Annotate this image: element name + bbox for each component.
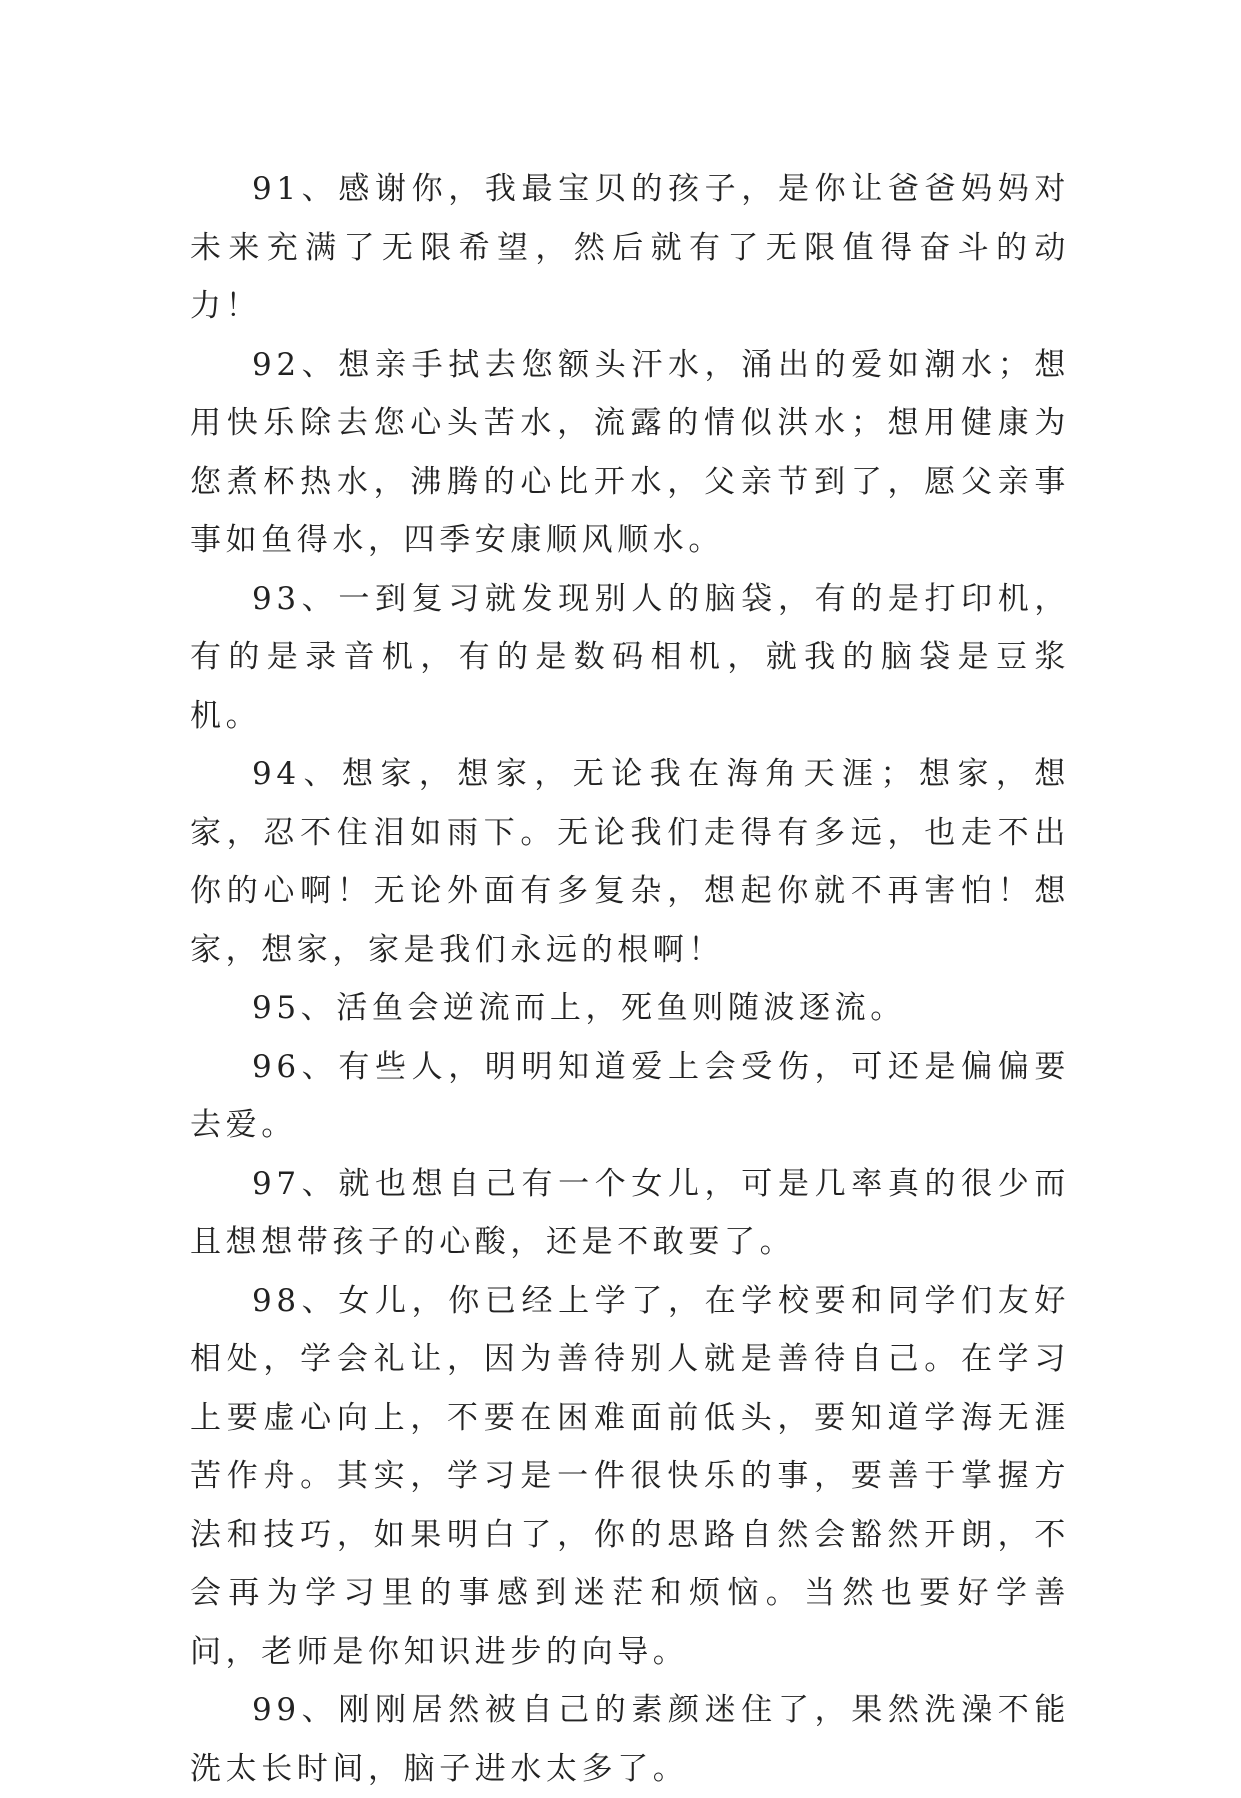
paragraph-93: 93、一到复习就发现别人的脑袋，有的是打印机，有的是录音机，有的是数码相机，就我的脑袋是豆浆机。: [190, 580, 1070, 734]
paragraph-95: 95、活鱼会逆流而上，死鱼则随波逐流。: [252, 990, 906, 1026]
document-page: [190, 160, 1070, 1798]
paragraph-99: 99、刚刚居然被自己的素颜迷住了，果然洗澡不能洗太长时间，脑子进水太多了。: [190, 1692, 1070, 1787]
paragraph-96: 96、有些人，明明知道爱上会受伤，可还是偏偏要去爱。: [190, 1048, 1070, 1143]
paragraph-97: 97、就也想自己有一个女儿，可是几率真的很少而且想想带孩子的心酸，还是不敢要了。: [190, 1165, 1070, 1260]
paragraph-92: 92、想亲手拭去您额头汗水，涌出的爱如潮水；想用快乐除去您心头苦水，流露的情似洪水；想用健康为您煮杯热水，沸腾的心比开水，父亲节到了，愿父亲事事如鱼得水，四季安康顺风顺水。: [190, 346, 1070, 558]
paragraph-98: 98、女儿，你已经上学了，在学校要和同学们友好相处，学会礼让，因为善待别人就是善待自己。在学习上要虚心向上，不要在困难面前低头，要知道学海无涯苦作舟。其实，学习是一件很快乐的事，要善于掌握方法和技巧，如果明白了，你的思路自然会豁然开朗，不会再为学习里的事感到迷茫和烦恼。当然也要好学善问，老师是你知识进步的向导。: [190, 1282, 1070, 1670]
paragraph-94: 94、想家，想家，无论我在海角天涯；想家，想家，忍不住泪如雨下。无论我们走得有多远，也走不出你的心啊！无论外面有多复杂，想起你就不再害怕！想家，想家，家是我们永远的根啊！: [190, 756, 1070, 968]
paragraph-91: 91、感谢你，我最宝贝的孩子，是你让爸爸妈妈对未来充满了无限希望，然后就有了无限值得奋斗的动力！: [190, 171, 1070, 324]
